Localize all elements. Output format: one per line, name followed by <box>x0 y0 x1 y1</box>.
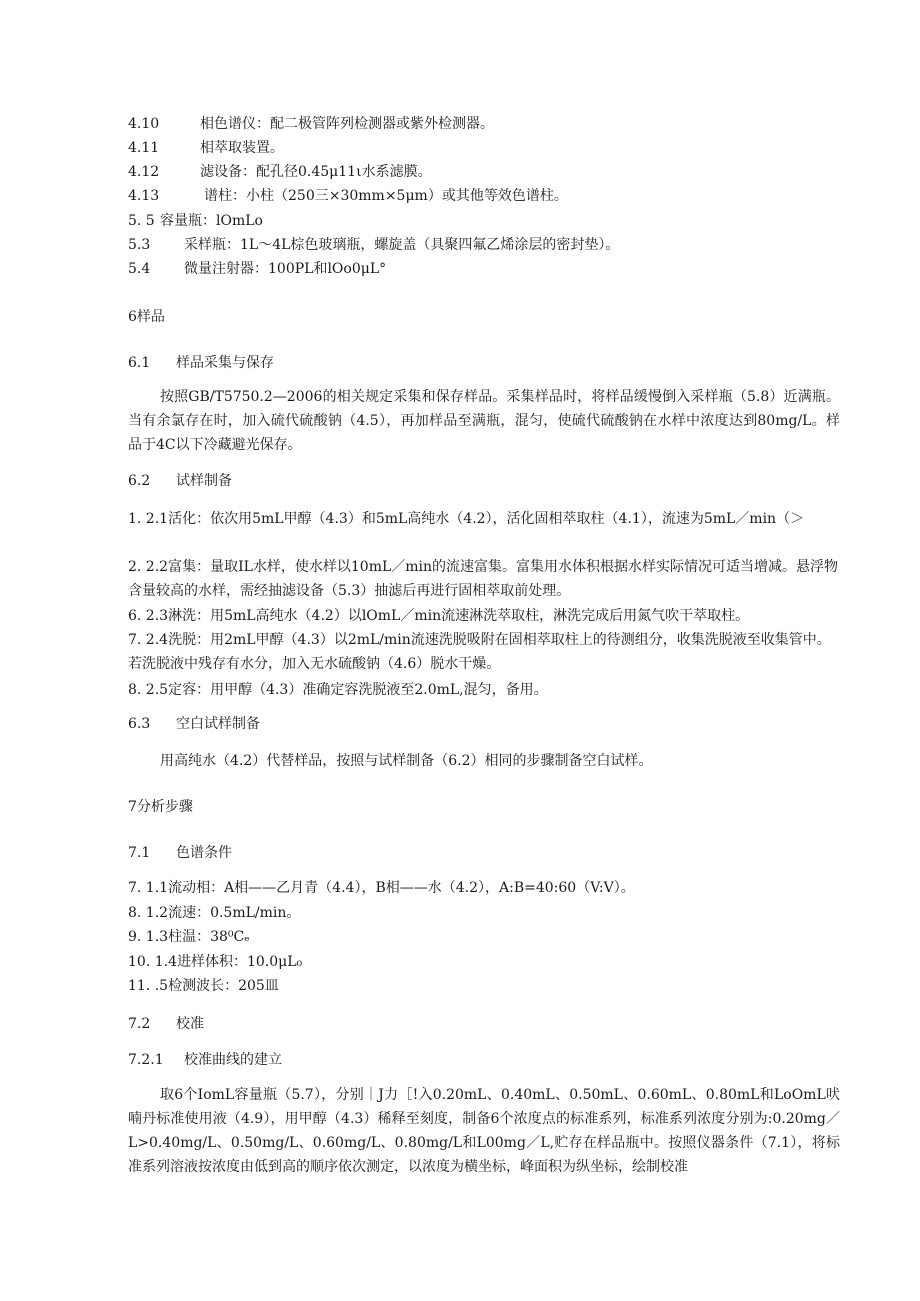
item-number: 5. 5 <box>128 213 155 229</box>
item-5-3 <box>128 235 619 255</box>
step-rinse: 6. 2.3淋洗：用5mL高纯水（4.2）以lOmL／min流速淋洗萃取柱，淋洗完成后用氮气吹干萃取柱。 <box>128 608 750 624</box>
item-5-5 <box>128 211 263 231</box>
paragraph-calibration-curve: 取6个IomL容量瓶（5.7），分别｜J力［!入0.20mL、0.40mL、0.50mL、0.60mL、0.80mL和LoOmL吠喃丹标准使用液（4.9），用甲醇（4.3）稀释至刻度，制备6个浓度点的标准系列，标准系列浓度分别为:0.20mg／L>0.40mg/L、0.50mg/L、0.60mg/L、0.80mg/L和L00mg／L,贮存在样品瓶中。按照仪器条件（7.1），将标准系列溶液按浓度由低到高的顺序依次测定，以浓度为横坐标，峰面积为纵坐标，绘制校准 <box>128 1087 840 1175</box>
item-text: 谱柱：小柱（250三×30mm×5μm）或其他等效色谱柱。 <box>204 188 568 204</box>
item-number: 4.12 <box>128 164 160 180</box>
step-elution: 7. 2.4洗脱：用2mL甲醇（4.3）以2mL/min流速洗脱吸附在固相萃取柱上的待测组分，收集洗脱液至收集管中。若洗脱液中残存有水分，加入无水硫酸钠（4.6）脱水干燥。 <box>128 632 831 672</box>
item-text: 滤设备：配孔径0.45μ11ι水系滤膜。 <box>200 164 432 180</box>
heading-text: 校准 <box>176 1016 204 1032</box>
item-text: 相色谱仪：配二极管阵列检测器或紫外检测器。 <box>200 116 494 132</box>
subsection-heading-6-1 <box>128 353 274 373</box>
subsection-heading-6-2 <box>128 471 232 491</box>
condition-mobile-phase: 7. 1.1流动相：A相——乙月青（4.4），B相——水（4.2），A:B=40:60（V:V）。 <box>128 880 635 896</box>
paragraph-blank-sample: 用高纯水（4.2）代替样品，按照与试样制备（6.2）相同的步骤制备空白试样。 <box>160 753 653 769</box>
section-heading-6: 6样品 <box>128 309 165 325</box>
condition-flow-rate: 8. 1.2流速：0.5mL/min。 <box>128 905 301 921</box>
heading-text: 色谱条件 <box>176 845 232 861</box>
heading-text: 校准曲线的建立 <box>184 1052 282 1068</box>
item-text: 微量注射器：100PL和lOo0μL° <box>184 261 387 277</box>
subsection-heading-7-2-1 <box>128 1050 282 1070</box>
section-heading-7: 7分析步骤 <box>128 799 193 815</box>
item-4-10 <box>128 114 494 134</box>
heading-text: 样品采集与保存 <box>176 355 274 371</box>
item-number: 5.4 <box>128 261 151 277</box>
condition-injection-volume: 10. 1.4进样体积：10.0μL₀ <box>128 954 303 970</box>
heading-number: 6.2 <box>128 473 151 489</box>
item-4-13 <box>128 186 568 206</box>
step-activation: 1. 2.1活化：依次用5mL甲醇（4.3）和5mL高纯水（4.2），活化固相萃取柱（4.1），流速为5mL／min（＞ <box>128 511 805 527</box>
item-number: 4.11 <box>128 140 160 156</box>
condition-column-temp: 9. 1.3柱温：38⁰Cₑ <box>128 929 250 945</box>
paragraph-sample-collection: 按照GB/T5750.2—2006的相关规定采集和保存样品。采集样品时，将样品缓慢倒入采样瓶（5.8）近满瓶。当有余氯存在时，加入硫代硫酸钠（4.5），再加样品至满瓶，混匀，使硫代硫酸钠在水样中浓度达到80mg/L。样品于4C以下冷藏避光保存。 <box>128 389 840 453</box>
item-number: 4.10 <box>128 116 160 132</box>
subsection-heading-7-2 <box>128 1014 204 1034</box>
heading-number: 6.3 <box>128 716 151 732</box>
step-enrichment: 2. 2.2富集：量取IL水样，使水样以10mL／min的流速富集。富集用水体积根据水样实际情况可适当增减。悬浮物含量较高的水样，需经抽滤设备（5.3）抽滤后再进行固相萃取前处理。 <box>128 559 839 599</box>
heading-text: 空白试样制备 <box>176 716 260 732</box>
item-5-4 <box>128 259 386 279</box>
item-number: 5.3 <box>128 237 151 253</box>
item-text: 相萃取装置。 <box>200 140 284 156</box>
heading-number: 6.1 <box>128 355 151 371</box>
subsection-heading-7-1 <box>128 843 232 863</box>
heading-number: 7.2 <box>128 1016 151 1032</box>
heading-number: 7.1 <box>128 845 151 861</box>
subsection-heading-6-3 <box>128 714 260 734</box>
item-4-12 <box>128 162 432 182</box>
item-number: 4.13 <box>128 188 160 204</box>
heading-number: 7.2.1 <box>128 1052 164 1068</box>
heading-text: 试样制备 <box>176 473 232 489</box>
item-4-11 <box>128 138 284 158</box>
item-text: 采样瓶：1L～4L棕色玻璃瓶，螺旋盖（具聚四氟乙烯涂层的密封垫）。 <box>184 237 620 253</box>
item-text: 容量瓶：lOmLo <box>160 213 263 229</box>
step-volume: 8. 2.5定容：用甲醇（4.3）准确定容洗脱液至2.0mL,混匀，备用。 <box>128 682 548 698</box>
condition-wavelength: 11. .5检测波长：205皿 <box>128 978 279 994</box>
